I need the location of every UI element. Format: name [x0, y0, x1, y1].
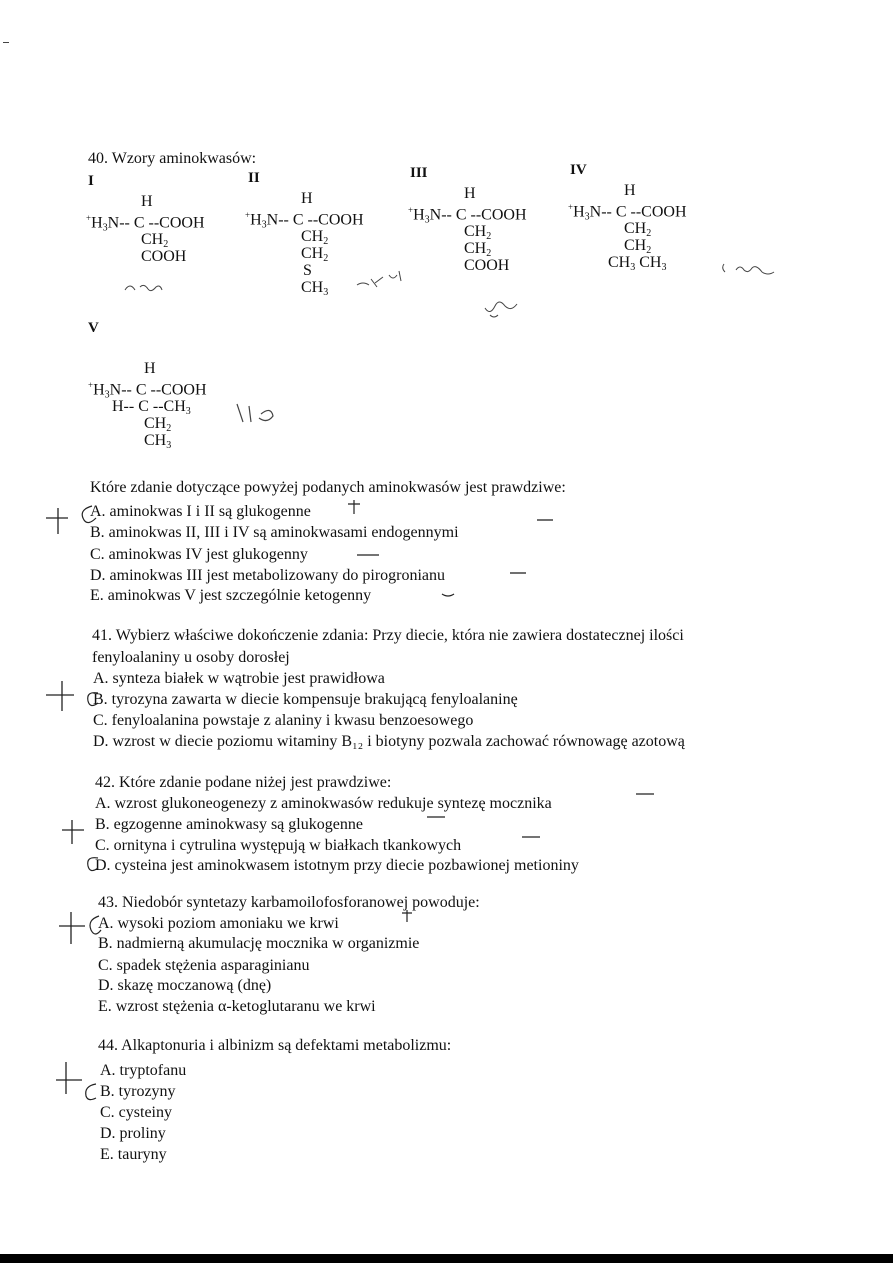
q40-dash-d — [508, 568, 528, 578]
handwriting-scribble-3 — [480, 290, 530, 320]
q40-dash-c — [355, 550, 381, 560]
q44-answer-mark — [52, 1058, 102, 1118]
scan-bottom-edge — [0, 1254, 893, 1263]
q41-title: 41. Wybierz właściwe dokończenie zdania: Przy diecie, która nie zawiera dostatecznej ilości — [92, 627, 684, 644]
q43-option-c: C. spadek stężenia asparaginianu — [98, 957, 310, 974]
q44-option-b: B. tyrozyny — [100, 1083, 176, 1100]
structure-label-2: II — [248, 170, 260, 186]
q44-option-c: C. cysteiny — [100, 1104, 172, 1121]
q42-option-a: A. wzrost glukoneogenezy z aminokwasów redukuje syntezę mocznika — [95, 795, 552, 812]
q40-question: Które zdanie dotyczące powyżej podanych aminokwasów jest prawdziwe: — [90, 479, 566, 496]
q42-dash-c — [520, 832, 542, 842]
q41-option-d: D. wzrost w diecie poziomu witaminy B₁₂ i biotyny pozwala zachować równowagę azotową — [93, 733, 685, 750]
q43-option-d: D. skazę moczanową (dnę) — [98, 977, 272, 994]
structure-label-1: I — [88, 173, 94, 189]
q42-dash-b — [425, 812, 447, 822]
q44-option-d: D. proliny — [100, 1125, 166, 1142]
q42-option-c: C. ornityna i cytrulina występują w białkach tkankowych — [95, 837, 462, 854]
structure-label-3: III — [410, 165, 428, 181]
q40-tick-mark — [345, 498, 365, 518]
structure-3-formula: H $^+H_3N--$ C --COOH $CH_2$ $CH_2$ COOH — [408, 185, 527, 275]
handwriting-scribble-5 — [235, 400, 285, 430]
q43-option-e: E. wzrost stężenia α-ketoglutaranu we krwi — [98, 998, 376, 1015]
q44-option-e: E. tauryny — [100, 1146, 167, 1163]
q40-title: 40. Wzory aminokwasów: — [88, 150, 257, 167]
q43-title: 43. Niedobór syntetazy karbamoilofosforanowej powoduje: — [98, 894, 480, 911]
q41-option-a: A. synteza białek w wątrobie jest prawidłowa — [93, 670, 385, 687]
q43-option-b: B. nadmierną akumulację mocznika w organizmie — [98, 935, 420, 952]
q40-option-e: E. aminokwas V jest szczególnie ketogenny — [90, 587, 372, 604]
structure-1-formula: H $^+H_3N--$ C --COOH $CH_2$ COOH — [86, 193, 205, 266]
q40-option-a: A. aminokwas I i II są glukogenne — [90, 503, 311, 520]
q43-tick-mark — [400, 908, 416, 924]
structure-5-formula: H $^+H_3N--$ C --COOH H-- C $--CH_3$ $CH_2$ $CH_3$ — [88, 360, 207, 452]
q42-title: 42. Które zdanie podane niżej jest prawdziwe: — [95, 774, 392, 791]
page-corner-mark — [3, 42, 9, 43]
handwriting-scribble-2 — [355, 265, 415, 295]
q41-title-continued: fenyloalaniny u osoby dorosłej — [92, 649, 290, 666]
q42-dash-a — [634, 789, 656, 799]
q44-title: 44. Alkaptonuria i albinizm są defektami metabolizmu: — [98, 1037, 452, 1054]
q42-option-b: B. egzogenne aminokwasy są glukogenne — [95, 816, 363, 833]
q42-option-d: D. cysteina jest aminokwasem istotnym przy diecie pozbawionej metioniny — [95, 857, 579, 874]
q44-option-a: A. tryptofanu — [100, 1062, 187, 1079]
q40-answer-mark — [40, 500, 100, 540]
q43-answer-mark — [55, 908, 105, 948]
q40-option-c: C. aminokwas IV jest glukogenny — [90, 546, 308, 563]
q41-option-b: B. tyrozyna zawarta w diecie kompensuje brakującą fenyloalaninę — [93, 691, 518, 708]
structure-2-formula: H $^+H_3N--$ C --COOH $CH_2$ $CH_2$ S $CH_3$ — [245, 190, 364, 299]
handwriting-scribble-1 — [120, 275, 180, 305]
q40-option-b: B. aminokwas II, III i IV są aminokwasami endogennymi — [90, 524, 459, 541]
q41-answer-mark — [42, 675, 102, 715]
q40-option-d: D. aminokwas III jest metabolizowany do pirogronianu — [90, 567, 446, 584]
structure-4-formula: H $^+H_3N--$ C --COOH $CH_2$ $CH_2$ $CH_3$ $CH_3$ — [568, 182, 687, 274]
q40-dash-e — [440, 590, 456, 600]
handwriting-scribble-4 — [720, 258, 780, 283]
q40-dash-b — [535, 515, 555, 525]
structure-label-5: V — [88, 320, 99, 336]
structure-label-4: IV — [570, 162, 587, 178]
q41-option-c: C. fenyloalanina powstaje z alaniny i kwasu benzoesowego — [93, 712, 474, 729]
q42-answer-mark — [58, 816, 108, 876]
q43-option-a: A. wysoki poziom amoniaku we krwi — [98, 915, 339, 932]
